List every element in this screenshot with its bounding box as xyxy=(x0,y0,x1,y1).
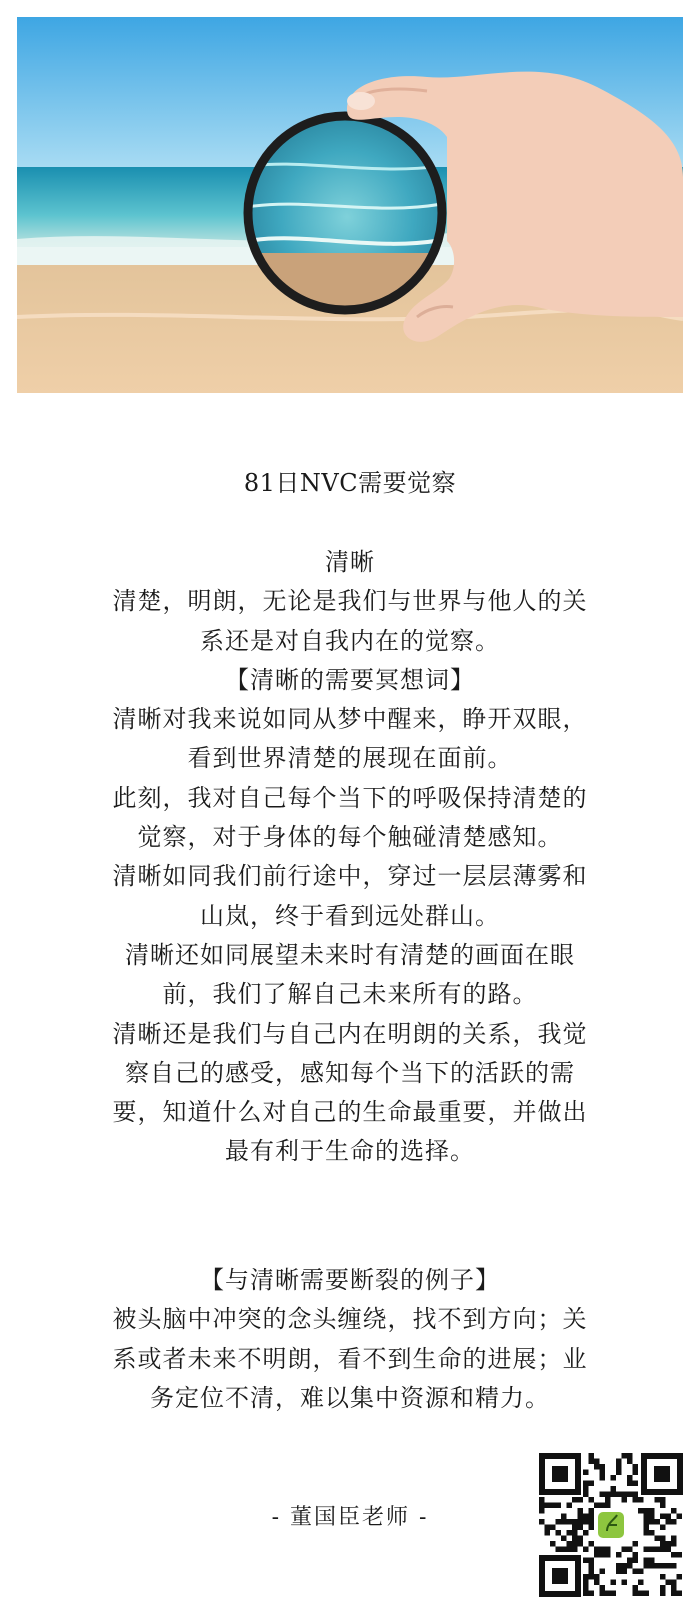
qr-module xyxy=(567,1519,573,1525)
qr-module xyxy=(589,1569,595,1575)
qr-module xyxy=(583,1492,589,1498)
text-line: 【清晰的需要冥想词】 xyxy=(225,665,475,694)
qr-module xyxy=(638,1497,644,1503)
qr-module xyxy=(605,1552,611,1558)
qr-module xyxy=(677,1552,683,1558)
qr-module xyxy=(627,1453,633,1459)
qr-module xyxy=(611,1475,617,1481)
qr-module xyxy=(638,1580,644,1586)
qr-module xyxy=(644,1530,650,1536)
qr-module xyxy=(660,1525,666,1531)
qr-module xyxy=(600,1475,606,1481)
text-line: 清晰还如同展望未来时有清楚的画面在眼 xyxy=(125,940,575,969)
qr-module xyxy=(578,1514,584,1520)
qr-module xyxy=(644,1519,650,1525)
qr-module xyxy=(611,1486,617,1492)
qr-module xyxy=(677,1591,683,1597)
qr-module xyxy=(666,1541,672,1547)
qr-module xyxy=(583,1574,589,1580)
qr-module xyxy=(572,1547,578,1553)
qr-module xyxy=(633,1591,639,1597)
qr-module xyxy=(556,1530,562,1536)
qr-module xyxy=(545,1530,551,1536)
qr-module xyxy=(611,1591,617,1597)
qr-module xyxy=(660,1541,666,1547)
qr-module xyxy=(671,1552,677,1558)
text-line: 系或者未来不明朗，看不到生命的进展；业 xyxy=(112,1344,588,1373)
text-line: 务定位不清，难以集中资源和精力。 xyxy=(150,1383,550,1412)
qr-module xyxy=(600,1503,606,1509)
qr-module xyxy=(589,1563,595,1569)
qr-module xyxy=(572,1497,578,1503)
qr-module xyxy=(660,1497,666,1503)
qr-module xyxy=(622,1563,628,1569)
qr-module xyxy=(583,1514,589,1520)
qr-module xyxy=(660,1536,666,1542)
qr-module xyxy=(583,1530,589,1536)
qr-module xyxy=(600,1464,606,1470)
text-line: 要，知道什么对自己的生命最重要，并做出 xyxy=(112,1098,588,1127)
qr-module xyxy=(567,1547,573,1553)
text-line: 前，我们了解自己未来所有的路。 xyxy=(162,980,538,1009)
qr-module xyxy=(622,1580,628,1586)
qr-module xyxy=(633,1470,639,1476)
qr-module xyxy=(655,1547,661,1553)
qr-module xyxy=(567,1541,573,1547)
qr-module xyxy=(594,1464,600,1470)
qr-module xyxy=(572,1530,578,1536)
qr-module xyxy=(666,1547,672,1553)
qr-module xyxy=(589,1558,595,1564)
qr-module xyxy=(671,1541,677,1547)
qr-module xyxy=(605,1547,611,1553)
qr-module xyxy=(622,1569,628,1575)
qr-module xyxy=(622,1547,628,1553)
qr-module xyxy=(616,1459,622,1465)
qr-module xyxy=(578,1519,584,1525)
qr-module xyxy=(589,1508,595,1514)
qr-module xyxy=(633,1464,639,1470)
qr-module xyxy=(660,1574,666,1580)
qr-module xyxy=(622,1453,628,1459)
qr-module xyxy=(594,1459,600,1465)
qr-module xyxy=(666,1580,672,1586)
qr-module xyxy=(638,1569,644,1575)
qr-module xyxy=(644,1547,650,1553)
qr-module xyxy=(633,1481,639,1487)
text-line: 觉察，对于身体的每个触碰清楚感知。 xyxy=(137,823,563,852)
section-heading: 清晰 xyxy=(325,548,375,576)
qr-module xyxy=(556,1519,562,1525)
text-line: 最有利于生命的选择。 xyxy=(225,1137,475,1166)
qr-module xyxy=(572,1541,578,1547)
qr-module xyxy=(671,1519,677,1525)
qr-module xyxy=(616,1470,622,1476)
qr-module xyxy=(589,1541,595,1547)
qr-module xyxy=(539,1519,545,1525)
qr-module xyxy=(578,1536,584,1542)
qr-module xyxy=(671,1591,677,1597)
qr-module xyxy=(600,1569,606,1575)
text-line: 系还是对自我内在的觉察。 xyxy=(200,626,500,655)
qr-module xyxy=(550,1541,556,1547)
qr-module xyxy=(616,1569,622,1575)
text-line: 清晰如同我们前行途中，穿过一层层薄雾和 xyxy=(112,862,588,891)
qr-module xyxy=(622,1497,628,1503)
qr-module xyxy=(627,1481,633,1487)
qr-module xyxy=(627,1492,633,1498)
qr-module xyxy=(583,1486,589,1492)
qr-module xyxy=(550,1525,556,1531)
qr-module xyxy=(589,1453,595,1459)
qr-module xyxy=(660,1591,666,1597)
qr-module xyxy=(539,1508,545,1514)
qr-module xyxy=(649,1508,655,1514)
example-heading: 【与清晰需要断裂的例子】 xyxy=(200,1266,500,1294)
qr-module xyxy=(567,1503,573,1509)
qr-module xyxy=(583,1519,589,1525)
qr-module xyxy=(633,1541,639,1547)
qr-module xyxy=(556,1547,562,1553)
qr-module xyxy=(671,1563,677,1569)
qr-module xyxy=(655,1536,661,1542)
qr-code-icon xyxy=(537,1451,685,1599)
qr-module xyxy=(600,1585,606,1591)
qr-module xyxy=(644,1558,650,1564)
qr-module xyxy=(666,1514,672,1520)
qr-module xyxy=(561,1519,567,1525)
qr-module xyxy=(600,1552,606,1558)
qr-module xyxy=(671,1585,677,1591)
qr-module xyxy=(605,1503,611,1509)
qr-module xyxy=(633,1552,639,1558)
qr-module xyxy=(655,1519,661,1525)
qr-module xyxy=(583,1481,589,1487)
qr-module xyxy=(572,1525,578,1531)
qr-module xyxy=(594,1574,600,1580)
qr-module xyxy=(578,1497,584,1503)
qr-module xyxy=(633,1558,639,1564)
qr-module xyxy=(660,1585,666,1591)
qr-module xyxy=(660,1547,666,1553)
qr-module xyxy=(600,1492,606,1498)
qr-module xyxy=(583,1580,589,1586)
qr-module xyxy=(594,1547,600,1553)
hand-lens-beach-illustration xyxy=(17,17,683,393)
qr-module xyxy=(578,1541,584,1547)
qr-module xyxy=(627,1475,633,1481)
qr-module xyxy=(644,1508,650,1514)
qr-module xyxy=(589,1497,595,1503)
text-line: 看到世界清楚的展现在面前。 xyxy=(187,744,513,773)
text-line: 此刻，我对自己每个当下的呼吸保持清楚的 xyxy=(112,783,588,812)
qr-module xyxy=(605,1492,611,1498)
qr-module xyxy=(671,1580,677,1586)
qr-module xyxy=(600,1547,606,1553)
qr-module xyxy=(638,1508,644,1514)
qr-module xyxy=(649,1558,655,1564)
qr-module xyxy=(611,1492,617,1498)
qr-module xyxy=(578,1525,584,1531)
qr-module xyxy=(539,1497,545,1503)
qr-module xyxy=(556,1503,562,1509)
qr-module xyxy=(627,1547,633,1553)
qr-module xyxy=(578,1508,584,1514)
qr-module xyxy=(666,1519,672,1525)
text-line: 清晰还是我们与自己内在明朗的关系，我觉 xyxy=(112,1019,588,1048)
qr-module xyxy=(545,1503,551,1509)
qr-module xyxy=(589,1574,595,1580)
qr-module xyxy=(627,1563,633,1569)
qr-module xyxy=(660,1563,666,1569)
qr-module xyxy=(660,1514,666,1520)
qr-module xyxy=(644,1514,650,1520)
qr-module xyxy=(561,1514,567,1520)
qr-module xyxy=(633,1497,639,1503)
qr-module xyxy=(594,1580,600,1586)
qr-module xyxy=(594,1552,600,1558)
qr-module xyxy=(644,1525,650,1531)
qr-module xyxy=(600,1591,606,1597)
qr-module xyxy=(633,1585,639,1591)
qr-module xyxy=(649,1514,655,1520)
qr-module xyxy=(616,1492,622,1498)
qr-module xyxy=(589,1459,595,1465)
qr-module xyxy=(561,1536,567,1542)
qr-module xyxy=(666,1563,672,1569)
text-line: 察自己的感受，感知每个当下的活跃的需 xyxy=(125,1058,575,1087)
qr-module xyxy=(649,1563,655,1569)
qr-module xyxy=(671,1536,677,1542)
qr-module xyxy=(589,1481,595,1487)
qr-module xyxy=(633,1492,639,1498)
qr-module xyxy=(539,1503,545,1509)
qr-module xyxy=(611,1580,617,1586)
qr-module xyxy=(583,1470,589,1476)
text-line: 清楚，明朗，无论是我们与世界与他人的关 xyxy=(112,587,588,616)
hero-image xyxy=(17,17,683,393)
qr-module xyxy=(671,1508,677,1514)
qr-module xyxy=(616,1552,622,1558)
text-line: 山岚，终于看到远处群山。 xyxy=(200,901,500,930)
qr-module xyxy=(605,1591,611,1597)
text-line: 被头脑中冲突的念头缠绕，找不到方向；关 xyxy=(112,1305,588,1334)
qr-module xyxy=(627,1459,633,1465)
qr-module xyxy=(655,1497,661,1503)
qr-module xyxy=(677,1574,683,1580)
qr-module xyxy=(583,1547,589,1553)
signature: - 董国臣老师 - xyxy=(271,1505,429,1530)
text-line: 清晰对我来说如同从梦中醒来，睁开双眼， xyxy=(112,705,588,734)
article-body xyxy=(80,543,620,1172)
qr-module xyxy=(594,1503,600,1509)
qr-module xyxy=(545,1525,551,1531)
qr-module xyxy=(616,1464,622,1470)
qr-module xyxy=(589,1525,595,1531)
qr-module xyxy=(561,1547,567,1553)
qr-module xyxy=(616,1563,622,1569)
qr-module xyxy=(677,1514,683,1520)
qr-module xyxy=(589,1591,595,1597)
page-title: 81日NVC需要觉察 xyxy=(243,469,457,497)
qr-module xyxy=(589,1514,595,1520)
qr-module xyxy=(644,1591,650,1597)
qr-module xyxy=(638,1591,644,1597)
qr-module xyxy=(649,1530,655,1536)
qr-module xyxy=(649,1547,655,1553)
qr-module xyxy=(649,1519,655,1525)
qr-module xyxy=(605,1497,611,1503)
qr-module xyxy=(550,1503,556,1509)
qr-module xyxy=(622,1492,628,1498)
qr-module xyxy=(627,1558,633,1564)
qr-module xyxy=(583,1558,589,1564)
qr-module xyxy=(572,1536,578,1542)
qr-module xyxy=(600,1470,606,1476)
qr-module xyxy=(567,1530,573,1536)
qr-module xyxy=(633,1569,639,1575)
example-section xyxy=(80,1261,620,1418)
qr-module xyxy=(660,1503,666,1509)
qr-module xyxy=(644,1563,650,1569)
qr-module xyxy=(655,1563,661,1569)
qr-module xyxy=(583,1591,589,1597)
qr-module xyxy=(589,1519,595,1525)
qr-module xyxy=(583,1585,589,1591)
qr-module xyxy=(572,1519,578,1525)
